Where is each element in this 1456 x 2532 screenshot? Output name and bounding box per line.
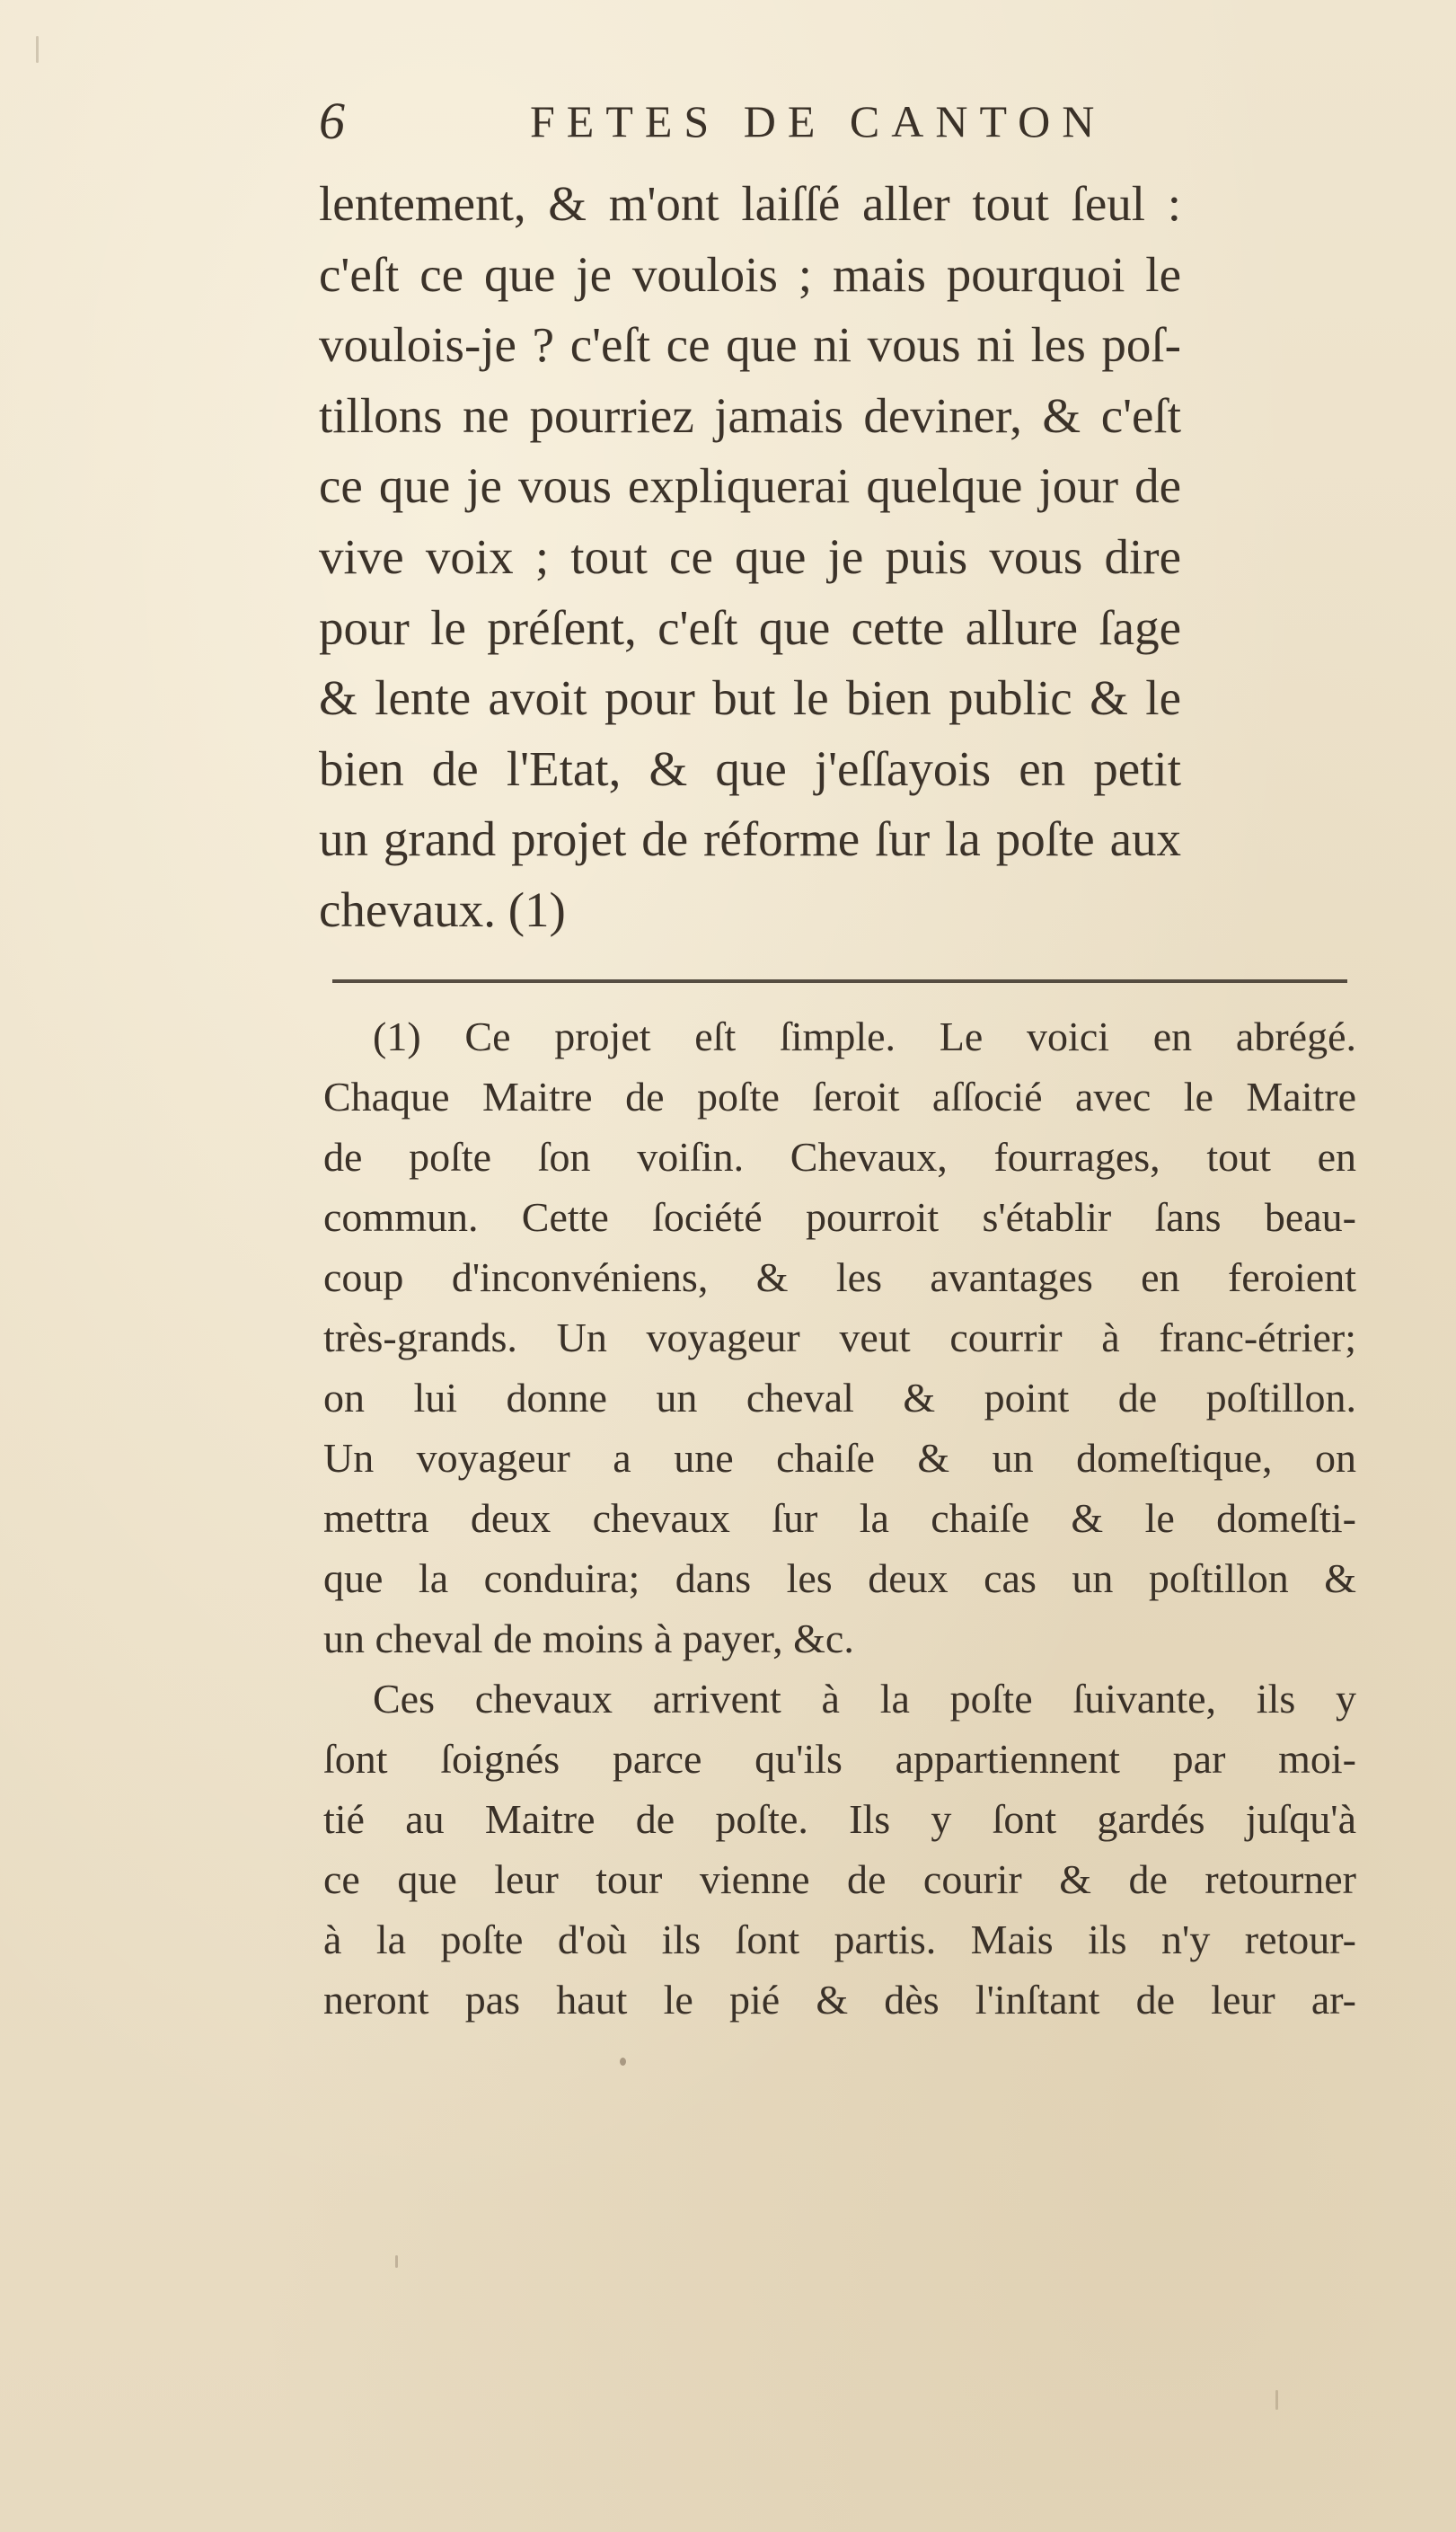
text-line: c'eſt ce que je voulois ; mais pourquoi le	[319, 246, 1181, 302]
paper-speck	[395, 2255, 398, 2268]
page-header	[319, 90, 1163, 153]
footnote-divider	[332, 979, 1347, 983]
text-line: voulois-je ? c'eſt ce que ni vous ni les poſ-	[319, 317, 1181, 373]
text-line: un grand projet de réforme ſur la poſte aux	[319, 811, 1181, 867]
footnote-line: que la conduira; dans les deux cas un poſtillon &	[323, 1555, 1356, 1601]
text-line: lentement, & m'ont laiſſé aller tout ſeul :	[319, 176, 1181, 231]
footnote	[323, 1006, 1356, 2030]
paper-speck	[620, 2058, 626, 2066]
footnote-line: neront pas haut le pié & dès l'inſtant de leur ar-	[323, 1977, 1356, 2023]
footnote-line: coup d'inconvéniens, & les avantages en feroient	[323, 1254, 1356, 1300]
footnote-line: Ces chevaux arrivent à la poſte ſuivante, ils y	[373, 1676, 1356, 1722]
footnote-line: (1) Ce projet eſt ſimple. Le voici en abrégé.	[373, 1014, 1356, 1059]
text-line: vive voix ; tout ce que je puis vous dire	[319, 528, 1181, 584]
paper-speck	[1275, 2390, 1278, 2410]
footnote-line: mettra deux chevaux ſur la chaiſe & le domeſti-	[323, 1495, 1356, 1541]
text-line: bien de l'Etat, & que j'eſſayois en petit	[319, 740, 1181, 796]
text-line: ce que je vous expliquerai quelque jour de	[319, 458, 1181, 514]
text-line: pour le préſent, c'eſt que cette allure ſage	[319, 599, 1181, 655]
footnote-line: ſont ſoignés parce qu'ils appartiennent par moi-	[323, 1736, 1356, 1782]
footnote-line: très-grands. Un voyageur veut courrir à franc-étrier;	[323, 1315, 1356, 1360]
footnote-line: commun. Cette ſociété pourroit s'établir ſans beau-	[323, 1194, 1356, 1240]
footnote-line: tié au Maitre de poſte. Ils y ſont gardés juſqu'à	[323, 1796, 1356, 1842]
footnote-line: un cheval de moins à payer, &c.	[323, 1616, 854, 1661]
footnote-line: Chaque Maitre de poſte ſeroit aſſocié avec le Maitre	[323, 1074, 1356, 1120]
paper-speck	[36, 36, 39, 63]
text-line: tillons ne pourriez jamais deviner, & c'eſt	[319, 387, 1181, 443]
footnote-line: Un voyageur a une chaiſe & un domeſtique, on	[323, 1435, 1356, 1481]
text-line: chevaux. (1)	[319, 881, 566, 937]
footnote-line: à la poſte d'où ils ſont partis. Mais ils n'y retour-	[323, 1917, 1356, 1962]
main-text	[319, 169, 1181, 946]
footnote-line: de poſte ſon voiſin. Chevaux, fourrages, tout en	[323, 1134, 1356, 1180]
footnote-line: ce que leur tour vienne de courir & de retourner	[323, 1856, 1356, 1902]
footnote-line: on lui donne un cheval & point de poſtillon.	[323, 1375, 1356, 1421]
page-number: 6	[319, 92, 345, 150]
running-title: FETES DE CANTON	[530, 96, 1107, 146]
text-line: & lente avoit pour but le bien public & le	[319, 670, 1181, 726]
